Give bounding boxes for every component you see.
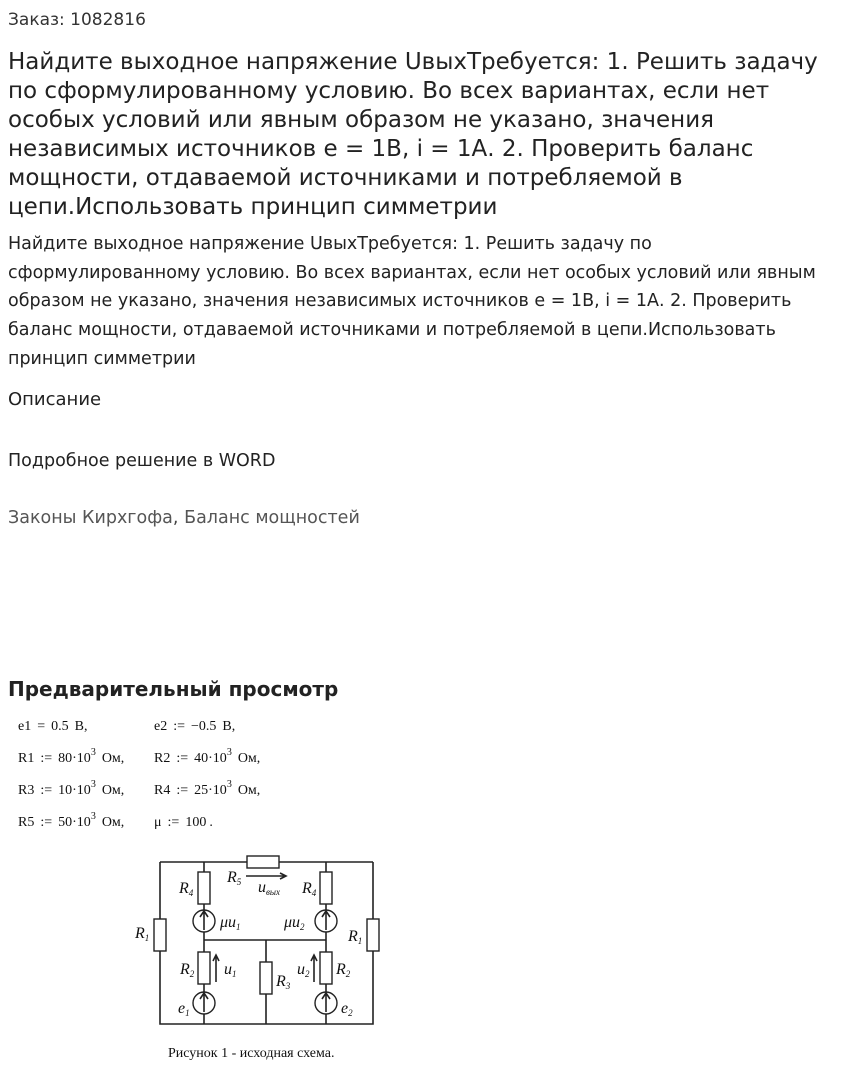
- param-r1: R1 := $80\cdot 10^3$ Ом,: [18, 747, 125, 766]
- resistor-r4-right: [320, 872, 332, 904]
- param-r3: R3 := $10\cdot 10^3$ Ом,: [18, 779, 125, 798]
- figure-caption: Рисунок 1 - исходная схема.: [168, 1046, 335, 1061]
- label-mu-u1: μu1: [220, 914, 241, 932]
- label-r3: R3: [276, 973, 291, 991]
- param-mu: μ := 100 .: [154, 815, 213, 830]
- label-r4-right: R4: [302, 880, 317, 898]
- resistor-r1-left: [154, 919, 166, 951]
- arrow-u1: [213, 955, 219, 982]
- resistor-r2-right: [320, 952, 332, 984]
- param-e1: e1 = 0.5 В,: [18, 719, 88, 734]
- order-number: Заказ: 1082816: [8, 10, 146, 30]
- arrow-uout: [246, 873, 286, 879]
- label-u2: u2: [297, 961, 310, 979]
- arrow-u2: [311, 955, 317, 982]
- label-e1: e1: [178, 1000, 190, 1018]
- label-r1-right: R1: [348, 928, 363, 946]
- tag-link-power-balance[interactable]: Баланс мощностей: [184, 508, 360, 528]
- tag-link-kirchhoff[interactable]: Законы Кирхгофа: [8, 508, 173, 528]
- label-r2-left: R2: [180, 961, 195, 979]
- resistor-r2-left: [198, 952, 210, 984]
- solution-format-note: Подробное решение в WORD: [8, 451, 276, 471]
- tag-separator: ,: [172, 508, 179, 528]
- resistor-r5: [247, 856, 279, 868]
- param-r5: R5 := $50\cdot 10^3$ Ом,: [18, 811, 125, 830]
- description-heading: Описание: [8, 389, 102, 410]
- label-r1-left: R1: [135, 925, 150, 943]
- resistor-r3: [260, 962, 272, 994]
- label-uout: uвых: [258, 879, 280, 897]
- param-e2: e2 := −0.5 В,: [154, 719, 236, 734]
- task-description: Найдите выходное напряжение UвыхТребуется: 1. Решить задачу по сформулированному условию. Во всех вариантах, если нет особых условий или явным образом не указано, значения независимых источников е = 1В, i = 1А. 2. Проверить баланс мощности, отдаваемой источниками и потребляемой в цепи.Использовать принцип симметрии: [8, 234, 816, 369]
- label-u1: u1: [224, 961, 237, 979]
- resistor-r1-right: [367, 919, 379, 951]
- page-title: Найдите выходное напряжение UвыхТребуется: 1. Решить задачу по сформулированному условию. Во всех вариантах, если нет особых условий или явным образом не указано, значения независимых источников е = 1В, i = 1А. 2. Проверить баланс мощности, отдаваемой источниками и потребляемой в цепи.Использовать принцип симметрии: [8, 49, 818, 220]
- preview-heading: Предварительный просмотр: [8, 677, 339, 701]
- label-mu-u2: μu2: [284, 914, 305, 932]
- label-r2-right: R2: [336, 961, 351, 979]
- resistor-r4-left: [198, 872, 210, 904]
- param-r2: R2 := $40\cdot 10^3$ Ом,: [154, 747, 261, 766]
- tag-list: [8, 508, 360, 528]
- label-r4-left: R4: [179, 880, 194, 898]
- circuit-diagram: [134, 856, 379, 1024]
- param-r4: R4 := $25\cdot 10^3$ Ом,: [154, 779, 261, 798]
- preview-image: [0, 706, 420, 1072]
- label-e2: e2: [341, 1000, 353, 1018]
- label-r5: R5: [227, 869, 242, 887]
